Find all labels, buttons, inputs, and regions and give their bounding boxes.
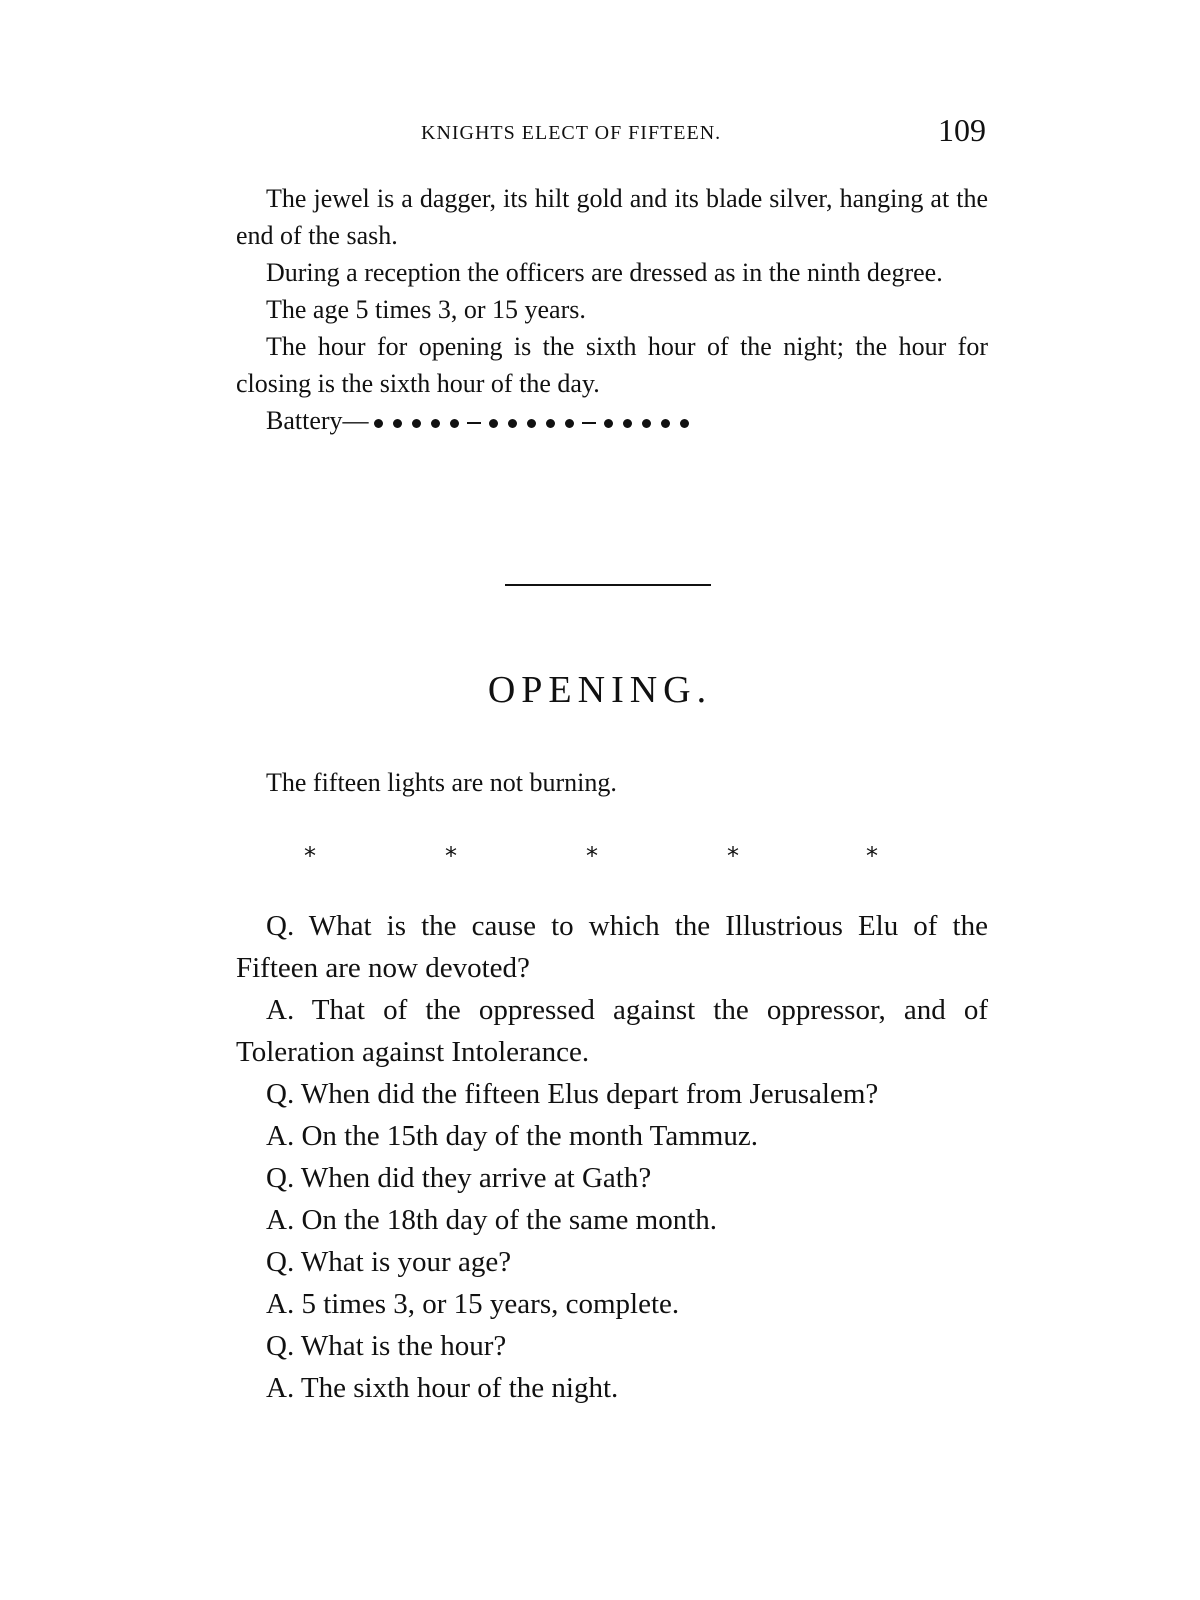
paragraph-hours: The hour for opening is the sixth hour of the night; the hour for closing is the sixth hour of the day. <box>236 332 988 398</box>
asterisk: * <box>586 842 598 870</box>
question: Q. What is the cause to which the Illustrious Elu of the Fifteen are now devoted? <box>236 910 988 984</box>
question: Q. What is your age? <box>266 1246 512 1278</box>
section-intro: The fifteen lights are not burning. <box>266 768 617 797</box>
answer: A. On the 18th day of the same month. <box>266 1204 718 1236</box>
battery-knock-dot <box>489 419 498 428</box>
answer: A. That of the oppressed against the oppressor, and of Toleration against Intolerance. <box>236 994 988 1068</box>
battery-knock-dot <box>661 419 670 428</box>
battery-label: Battery— <box>266 406 369 435</box>
catechism <box>236 905 988 1409</box>
asterism <box>300 842 920 872</box>
paragraph-jewel: The jewel is a dagger, its hilt gold and its blade silver, hanging at the end of the sash. <box>236 184 988 250</box>
battery-knock-dot <box>623 419 632 428</box>
section-divider <box>505 584 711 586</box>
question: Q. What is the hour? <box>266 1330 507 1362</box>
paragraph-age: The age 5 times 3, or 15 years. <box>266 295 586 324</box>
battery-line <box>236 402 988 439</box>
battery-knock-dot <box>604 419 613 428</box>
battery-knock-dot <box>565 419 574 428</box>
battery-knock-dot <box>450 419 459 428</box>
battery-knock-dot <box>412 419 421 428</box>
asterisk: * <box>445 842 457 870</box>
asterisk: * <box>304 842 316 870</box>
asterisk: * <box>727 842 739 870</box>
battery-marks <box>369 406 694 435</box>
question: Q. When did the fifteen Elus depart from Jerusalem? <box>266 1078 879 1110</box>
answer: A. On the 15th day of the month Tammuz. <box>266 1120 758 1152</box>
asterisk: * <box>866 842 878 870</box>
battery-dash <box>467 422 481 424</box>
battery-knock-dot <box>642 419 651 428</box>
battery-knock-dot <box>546 419 555 428</box>
battery-knock-dot <box>680 419 689 428</box>
battery-knock-dot <box>508 419 517 428</box>
answer: A. The sixth hour of the night. <box>266 1372 619 1404</box>
paragraph-reception: During a reception the officers are dressed as in the ninth degree. <box>266 258 943 287</box>
battery-dash <box>582 422 596 424</box>
regalia-section <box>236 180 988 439</box>
page-number: 109 <box>938 112 986 148</box>
answer: A. 5 times 3, or 15 years, complete. <box>266 1288 680 1320</box>
battery-knock-dot <box>393 419 402 428</box>
question: Q. When did they arrive at Gath? <box>266 1162 652 1194</box>
battery-knock-dot <box>527 419 536 428</box>
battery-knock-dot <box>374 419 383 428</box>
page-header <box>236 112 988 152</box>
battery-knock-dot <box>431 419 440 428</box>
section-title: OPENING. <box>487 669 713 711</box>
running-head: KNIGHTS ELECT OF FIFTEEN. <box>421 122 722 144</box>
